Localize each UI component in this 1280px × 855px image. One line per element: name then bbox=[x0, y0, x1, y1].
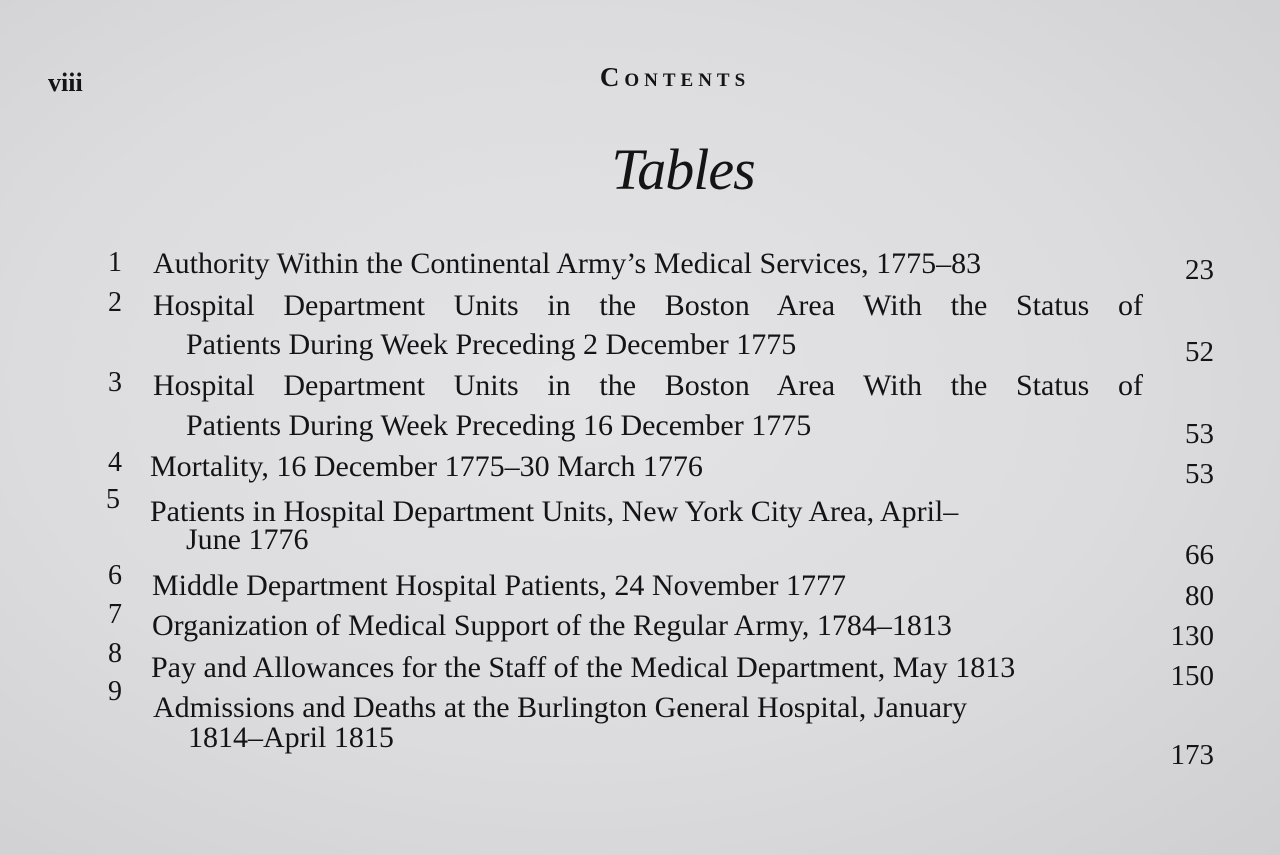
entry-title-continuation: June 1776 bbox=[186, 523, 309, 556]
entry-page: 80 bbox=[1185, 580, 1214, 612]
entry-number: 2 bbox=[108, 287, 122, 318]
section-title: Tables bbox=[611, 137, 755, 202]
entry-number: 3 bbox=[108, 367, 122, 398]
entry-title: Patients in Hospital Department Units, New York City Area, April– bbox=[150, 495, 959, 528]
entry-page: 52 bbox=[1185, 336, 1214, 368]
entry-page: 173 bbox=[1170, 739, 1214, 771]
entry-number: 8 bbox=[108, 638, 122, 669]
entry-title: Hospital Department Units in the Boston Area With the Status of bbox=[153, 369, 1143, 402]
entry-page: 53 bbox=[1185, 458, 1214, 490]
entry-title-continuation: Patients During Week Preceding 2 December 1775 bbox=[186, 328, 797, 361]
entry-page: 23 bbox=[1185, 254, 1214, 286]
page-number: viii bbox=[48, 68, 83, 97]
entry-number: 7 bbox=[108, 599, 122, 630]
entry-number: 5 bbox=[106, 484, 120, 515]
entry-page: 130 bbox=[1170, 620, 1214, 652]
entry-title: Authority Within the Continental Army’s Medical Services, 1775–83 bbox=[153, 247, 982, 280]
entry-title: Middle Department Hospital Patients, 24 November 1777 bbox=[152, 569, 847, 602]
entry-page: 150 bbox=[1170, 660, 1214, 692]
entry-page: 66 bbox=[1185, 539, 1214, 571]
running-head: Contents bbox=[599, 62, 751, 92]
entry-title-continuation: 1814–April 1815 bbox=[188, 721, 394, 754]
entry-page: 53 bbox=[1185, 418, 1214, 450]
entry-title: Hospital Department Units in the Boston Area With the Status of bbox=[153, 289, 1143, 322]
entry-number: 1 bbox=[108, 247, 122, 278]
entry-number: 6 bbox=[108, 560, 122, 591]
entry-number: 9 bbox=[108, 676, 122, 707]
entry-title-continuation: Patients During Week Preceding 16 December 1775 bbox=[186, 409, 812, 442]
entry-title: Pay and Allowances for the Staff of the Medical Department, May 1813 bbox=[151, 651, 1016, 684]
entry-number: 4 bbox=[108, 447, 122, 478]
entry-title: Mortality, 16 December 1775–30 March 1776 bbox=[150, 450, 703, 483]
entry-title: Organization of Medical Support of the Regular Army, 1784–1813 bbox=[152, 609, 952, 642]
entry-title: Admissions and Deaths at the Burlington General Hospital, January bbox=[153, 691, 968, 724]
